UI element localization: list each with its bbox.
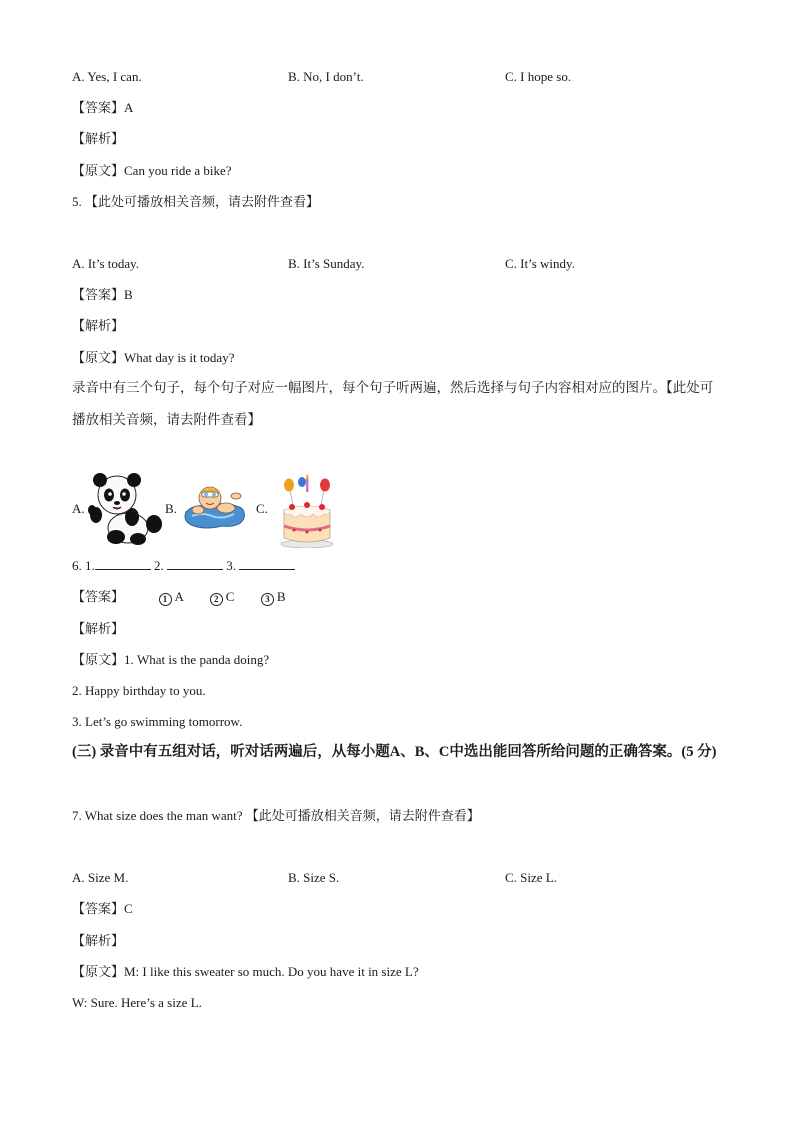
q4-option-b: B. No, I don’t. xyxy=(288,69,364,84)
q6-answer-3: B xyxy=(276,589,286,604)
q7-answer: 【答案】C xyxy=(72,901,133,916)
q6-label-3: 3. xyxy=(226,558,236,573)
section-3-heading: (三) 录音中有五组对话，听对话两遍后，从每小题A、B、C中选出能回答所给问题的正确答案。(5 分) xyxy=(72,744,717,760)
pic-label-a: A. xyxy=(72,501,85,516)
q5-option-c: C. It’s windy. xyxy=(505,256,575,271)
q5-analysis: 【解析】 xyxy=(72,318,125,333)
circled-number-1: 1 xyxy=(159,593,172,606)
q6-blank-2 xyxy=(167,557,223,570)
q7-option-a: A. Size M. xyxy=(72,870,129,885)
q7-analysis: 【解析】 xyxy=(72,933,125,948)
panda-image xyxy=(88,470,162,546)
q7-original-1: 【原文】M: I like this sweater so much. Do you have it in size L? xyxy=(72,964,419,979)
pic-label-c: C. xyxy=(256,501,268,516)
q6-answer-1: A xyxy=(174,589,184,604)
q7-title: 7. What size does the man want? 【此处可播放相关音频，请去附件查看】 xyxy=(72,808,480,823)
pic-label-b: B. xyxy=(165,501,177,516)
q5-original: 【原文】What day is it today? xyxy=(72,350,235,365)
q7-option-b: B. Size S. xyxy=(288,870,340,885)
q6-prefix: 6. 1. xyxy=(72,558,95,573)
q5-option-a: A. It’s today. xyxy=(72,256,140,271)
circled-number-3: 3 xyxy=(261,593,274,606)
q6-analysis: 【解析】 xyxy=(72,621,125,636)
q4-analysis: 【解析】 xyxy=(72,131,125,146)
swimming-baby-image xyxy=(182,480,248,530)
q6-blanks xyxy=(72,557,295,575)
birthday-cake-image xyxy=(278,474,336,548)
q6-answer xyxy=(72,588,286,606)
q6-original-3: 3. Let’s go swimming tomorrow. xyxy=(72,714,243,729)
q7-original-2: W: Sure. Here’s a size L. xyxy=(72,995,202,1010)
q4-option-a: A. Yes, I can. xyxy=(72,69,142,84)
q4-answer: 【答案】A xyxy=(72,100,134,115)
q7-option-c: C. Size L. xyxy=(505,870,557,885)
q6-answer-label: 【答案】 xyxy=(72,589,125,604)
q4-original: 【原文】Can you ride a bike? xyxy=(72,163,232,178)
picture-instruction: 录音中有三个句子，每个句子对应一幅图片，每个句子听两遍，然后选择与句子内容相对应的图片。【此处可播放相关音频，请去附件查看】 xyxy=(72,380,714,427)
q6-original-2: 2. Happy birthday to you. xyxy=(72,683,206,698)
q5-title: 5. 【此处可播放相关音频，请去附件查看】 xyxy=(72,194,320,209)
q6-blank-1 xyxy=(95,557,151,570)
q4-option-c: C. I hope so. xyxy=(505,69,572,84)
q5-option-b: B. It’s Sunday. xyxy=(288,256,365,271)
q6-original-1: 【原文】1. What is the panda doing? xyxy=(72,652,270,667)
q6-answer-2: C xyxy=(225,589,235,604)
circled-number-2: 2 xyxy=(210,593,223,606)
q6-label-2: 2. xyxy=(154,558,164,573)
q6-blank-3 xyxy=(239,557,295,570)
q5-answer: 【答案】B xyxy=(72,287,133,302)
